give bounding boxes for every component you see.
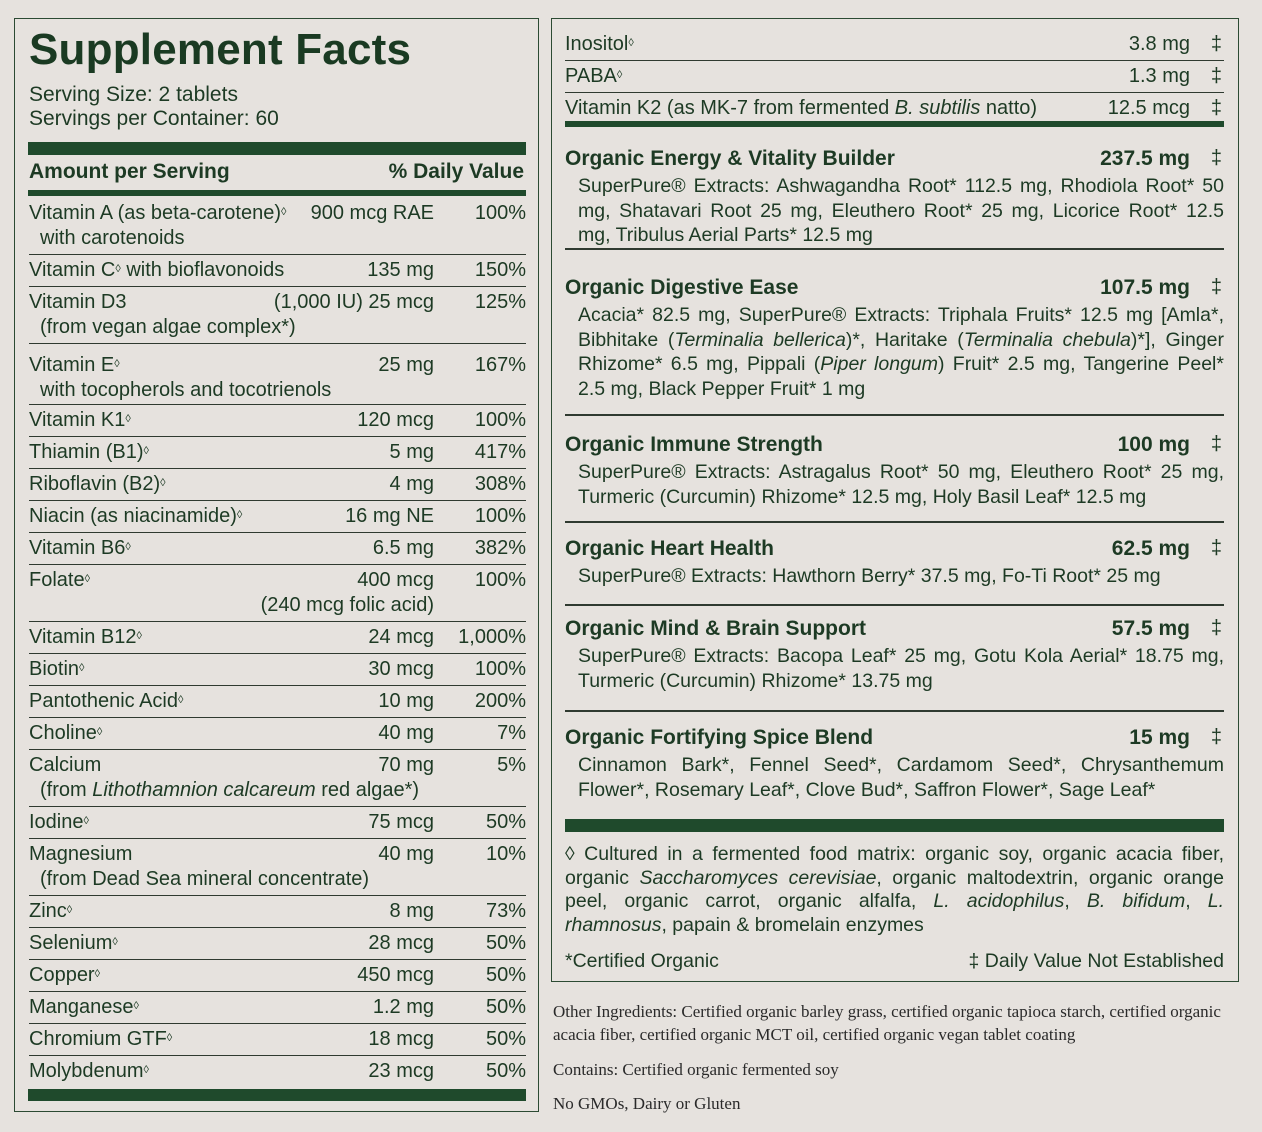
blend-description: SuperPure® Extracts: Astragalus Root* 50 mg, Eleuthero Root* 25 mg, Turmeric (Curcumin) Rhizome* 12.5 mg, Holy Basil Leaf* 12.5 mg: [578, 461, 1224, 508]
blend-title: Organic Heart Health: [565, 537, 774, 560]
desc-italic: Terminalia chebula: [963, 328, 1131, 351]
nutrient-name: Vitamin E: [29, 354, 115, 376]
nutrient-row: [29, 718, 526, 750]
nutrient-amount: 25 mg: [378, 354, 434, 376]
desc-text: )*], Ginger Rhizome* 6.5 mg, Pippali (: [578, 328, 1224, 375]
other-ingredients: Other Ingredients: Certified organic barley grass, certified organic tapioca starch, certified organic acacia fiber, certified organic MCT oil, certified organic vegan tablet coating: [553, 1002, 1221, 1044]
blend-section: [565, 139, 1224, 250]
diamond-mark: ◊: [236, 509, 243, 521]
blend-description: SuperPure® Extracts: Bacopa Leaf* 25 mg, Gotu Kola Aerial* 18.75 mg, Turmeric (Curcumin) Rhizome* 13.75 mg: [578, 645, 1224, 692]
name-text: Vitamin K2 (as MK-7 from fermented: [565, 97, 895, 119]
blend-section: [565, 718, 1224, 815]
nutrient-row: [29, 839, 526, 896]
nutrient-amount: 75 mcg: [368, 811, 434, 833]
nutrient-row: [29, 501, 526, 533]
diamond-mark: ◊: [125, 413, 131, 425]
supplement-facts-right-panel: [551, 18, 1239, 982]
diamond-mark: ◊: [628, 37, 634, 49]
nutrient-sub: (from Dead Sea mineral concentrate): [40, 868, 370, 890]
nutrient-sub: with carotenoids: [40, 227, 185, 249]
diamond-mark: ◊: [160, 477, 166, 489]
nutrient-dv: 100%: [474, 505, 526, 527]
ingredient-name: [565, 96, 1037, 120]
diamond-mark: ◊: [143, 445, 149, 457]
blend-amount: 100 mg: [1117, 433, 1190, 456]
dagger-mark: ‡: [1210, 276, 1222, 298]
nutrient-row: [29, 198, 526, 255]
ingredient-amount: 1.3 mg: [1128, 65, 1190, 87]
nutrient-sub: with tocopherols and tocotrienols: [40, 379, 332, 401]
amount-header: Amount per Serving: [29, 160, 230, 183]
footnote-italic: L. rhamnosus: [565, 890, 1225, 936]
dagger-mark: ‡: [1210, 65, 1222, 87]
nutrient-row: [29, 896, 526, 928]
diamond-mark: ◊: [112, 936, 118, 948]
blend-description: Cinnamon Bark*, Fennel Seed*, Cardamom Seed*, Chrysanthemum Flower*, Rosemary Leaf*, Clove Bud*, Saffron Flower*, Sage Leaf*: [578, 754, 1224, 801]
blend-title: Organic Mind & Brain Support: [565, 617, 867, 640]
diamond-mark: ◊: [143, 1064, 149, 1076]
nutrient-amount: 10 mg: [378, 690, 434, 712]
nutrient-name: Copper: [29, 964, 95, 986]
nutrient-name: Vitamin C: [29, 259, 116, 281]
nutrient-row: [29, 405, 526, 437]
blend-section: [565, 609, 1224, 712]
nutrient-name: Vitamin B6: [29, 537, 126, 559]
diamond-mark: ◊: [84, 573, 91, 585]
nutrient-dv: 50%: [485, 811, 526, 833]
footnote-italic: L. acidophilus: [933, 890, 1065, 912]
blend-title: Organic Immune Strength: [565, 433, 823, 456]
footnote-text: ,: [1064, 890, 1087, 912]
nutrient-amount-note: (240 mcg folic acid): [260, 594, 434, 616]
nutrient-row: [29, 750, 526, 807]
diamond-mark: ◊: [115, 263, 121, 275]
nutrient-amount: 5 mg: [389, 441, 434, 463]
nutrient-name: Magnesium: [29, 843, 133, 865]
dagger-mark: ‡: [1210, 726, 1222, 748]
nutrient-amount: (1,000 IU) 25 mcg: [273, 291, 434, 313]
ingredient-row: [565, 61, 1224, 93]
desc-text: )*, Haritake (: [845, 328, 964, 351]
diamond-mark: ◊: [136, 630, 142, 642]
diamond-mark: ◊: [616, 69, 623, 81]
diamond-mark: ◊: [79, 662, 85, 674]
nutrient-row: [29, 992, 526, 1024]
nutrient-dv: 100%: [474, 569, 526, 591]
nutrient-amount: 30 mcg: [368, 658, 434, 680]
diamond-mark: ◊: [178, 694, 184, 706]
thick-divider-header: [28, 190, 526, 196]
blend-description: [578, 303, 1224, 401]
footnote-text: , papain & bromelain enzymes: [661, 913, 924, 936]
nutrient-row: [29, 533, 526, 565]
name-text: natto): [980, 97, 1038, 119]
nutrient-dv: 100%: [474, 202, 526, 224]
blend-description: SuperPure® Extracts: Ashwagandha Root* 112.5 mg, Rhodiola Root* 50 mg, Shatavari Root 25 mg, Eleuthero Root* 25 mg, Licorice Root* 12.5 mg, Tribulus Aerial Parts* 12.5 mg: [578, 175, 1224, 246]
nutrient-name: Niacin (as niacinamide): [29, 505, 237, 527]
nutrient-row: [29, 255, 526, 287]
nutrient-name: Zinc: [29, 900, 67, 922]
thick-divider-right: [565, 819, 1224, 832]
dagger-mark: ‡: [1210, 97, 1222, 119]
panel-title: Supplement Facts: [29, 25, 412, 74]
sub-text: (from: [40, 779, 93, 801]
nutrient-amount: 1.2 mg: [372, 996, 434, 1018]
nutrient-sub: [40, 778, 419, 802]
nutrient-dv: 125%: [474, 291, 526, 313]
dagger-mark: ‡: [1210, 433, 1222, 455]
desc-text: ) Fruit* 2.5 mg, Tangerine Peel* 2.5 mg, Black Pepper Fruit* 1 mg: [578, 353, 1224, 400]
nutrient-dv: 7%: [497, 722, 526, 744]
thick-divider-bottom: [28, 1089, 526, 1101]
nutrient-name: Iodine: [29, 811, 84, 833]
diamond-mark: ◊: [166, 1032, 173, 1044]
nutrient-name-suffix: with bioflavonoids: [120, 259, 285, 281]
diamond-mark: ◊: [114, 358, 120, 370]
nutrient-row: [29, 1024, 526, 1056]
dagger-mark: ‡: [1210, 33, 1222, 55]
nutrient-row: [29, 469, 526, 501]
diamond-mark: ◊: [66, 904, 73, 916]
nutrient-row: [29, 960, 526, 992]
nutrient-name: Selenium: [29, 932, 113, 954]
nutrient-sub: (from vegan algae complex*): [40, 316, 296, 338]
nutrient-dv: 417%: [474, 441, 526, 463]
nutrient-dv: 200%: [474, 690, 526, 712]
nutrient-name: Calcium: [29, 754, 102, 776]
nutrient-amount: 24 mcg: [368, 626, 434, 648]
certified-organic-note: *Certified Organic: [565, 950, 719, 972]
footnote-italic: Saccharomyces cerevisiae: [639, 866, 877, 889]
contains-allergens: Contains: Certified organic fermented soy: [553, 1060, 839, 1079]
nutrient-row: [29, 1056, 526, 1088]
nutrient-amount: 450 mcg: [357, 964, 434, 986]
daily-value-note: ‡ Daily Value Not Established: [968, 950, 1224, 972]
ingredient-name: Inositol: [565, 33, 629, 55]
fermentation-footnote: [565, 843, 1224, 937]
nutrient-name: Vitamin K1: [29, 409, 126, 431]
ingredient-amount: 12.5 mcg: [1107, 97, 1190, 119]
nutrient-dv: 382%: [474, 537, 526, 559]
nutrient-dv: 5%: [497, 754, 526, 776]
blend-section: [565, 529, 1224, 606]
nutrient-row: [29, 654, 526, 686]
desc-text: Acacia* 82.5 mg, SuperPure® Extracts: Triphala Fruits* 12.5 mg [Amla*, Bibhitake (: [578, 304, 1224, 351]
nutrient-name: Thiamin (B1): [29, 441, 144, 463]
ingredient-amount: 3.8 mg: [1128, 33, 1190, 55]
nutrient-dv: 50%: [485, 1060, 526, 1082]
blend-title: Organic Digestive Ease: [565, 276, 799, 299]
nutrient-name: Biotin: [29, 658, 80, 680]
dagger-mark: ‡: [1210, 147, 1222, 169]
column-header: [29, 160, 524, 188]
blend-description: SuperPure® Extracts: Hawthorn Berry* 37.5 mg, Fo-Ti Root* 25 mg: [578, 565, 1161, 587]
ingredient-row: [565, 93, 1224, 127]
nutrient-row: [29, 344, 526, 405]
blend-amount: 237.5 mg: [1100, 147, 1190, 170]
nutrient-amount: 6.5 mg: [372, 537, 434, 559]
nutrient-row: [29, 565, 526, 622]
footnote-text: ,: [1185, 890, 1208, 912]
nutrient-amount: 8 mg: [389, 900, 434, 922]
diamond-mark: ◊: [125, 541, 131, 553]
nutrient-amount: 18 mcg: [368, 1028, 434, 1050]
nutrient-amount: 120 mcg: [357, 409, 434, 431]
nutrient-amount: 23 mcg: [368, 1060, 434, 1082]
blend-amount: 15 mg: [1129, 726, 1190, 749]
dv-header: % Daily Value: [388, 160, 524, 183]
nutrient-amount: 40 mg: [378, 843, 434, 865]
nutrient-dv: 50%: [485, 964, 526, 986]
nutrient-name: Chromium GTF: [29, 1028, 167, 1050]
footnote-italic: B. bifidum: [1086, 890, 1186, 912]
thick-divider-top: [28, 142, 526, 155]
blend-amount: 62.5 mg: [1111, 537, 1190, 560]
sub-text: red algae*): [315, 779, 420, 801]
ingredient-row: [565, 29, 1224, 61]
nutrient-dv: 50%: [485, 1028, 526, 1050]
nutrient-dv: 100%: [474, 409, 526, 431]
nutrient-name: Pantothenic Acid: [29, 690, 178, 712]
nutrient-row: [29, 622, 526, 654]
nutrient-row: [29, 807, 526, 839]
sub-italic: Lithothamnion calcareum: [92, 779, 316, 801]
nutrient-dv: 150%: [474, 259, 526, 281]
nutrient-name: Molybdenum: [29, 1060, 144, 1082]
free-of-statement: No GMOs, Dairy or Gluten: [553, 1094, 741, 1113]
servings-per-container: Servings per Container: 60: [29, 107, 279, 130]
nutrient-amount: 400 mcg: [357, 569, 434, 591]
blend-title: Organic Energy & Vitality Builder: [565, 147, 895, 170]
diamond-mark: ◊: [133, 1000, 139, 1012]
nutrient-name: Vitamin B12: [29, 626, 137, 648]
desc-italic: Piper longum: [820, 353, 939, 375]
nutrient-amount: 28 mcg: [368, 932, 434, 954]
supplement-facts-left-panel: [14, 18, 539, 1112]
name-italic: B. subtilis: [894, 97, 981, 119]
blend-title: Organic Fortifying Spice Blend: [565, 726, 874, 749]
nutrient-row: [29, 686, 526, 718]
nutrient-amount: 135 mg: [367, 259, 434, 281]
nutrient-dv: 308%: [474, 473, 526, 495]
blend-amount: 57.5 mg: [1111, 617, 1190, 640]
nutrient-amount: 40 mg: [378, 722, 434, 744]
nutrient-name: Choline: [29, 722, 97, 744]
nutrient-dv: 167%: [474, 354, 526, 376]
blend-section: [565, 268, 1224, 416]
desc-italic: Terminalia bellerica: [674, 328, 846, 351]
nutrient-dv: 100%: [474, 658, 526, 680]
nutrient-name: Manganese: [29, 996, 134, 1018]
nutrient-amount: 70 mg: [378, 754, 434, 776]
footnote-text: , organic maltodextrin, organic orange peel, organic carrot, organic alfalfa,: [565, 866, 1224, 912]
nutrient-row: [29, 928, 526, 960]
nutrient-name: Folate: [29, 569, 85, 591]
dagger-mark: ‡: [1210, 617, 1222, 639]
blend-amount: 107.5 mg: [1100, 276, 1190, 299]
ingredient-name: PABA: [565, 65, 617, 87]
nutrient-dv: 1,000%: [458, 626, 526, 648]
nutrient-amount: 4 mg: [389, 473, 434, 495]
nutrient-name: Vitamin D3: [29, 291, 127, 313]
nutrient-dv: 10%: [485, 843, 526, 865]
diamond-mark: ◊: [281, 206, 287, 218]
diamond-mark: ◊: [83, 815, 89, 827]
blend-section: [565, 425, 1224, 523]
nutrient-dv: 50%: [485, 996, 526, 1018]
nutrient-amount: 16 mg NE: [345, 505, 434, 527]
nutrient-dv: 73%: [485, 900, 526, 922]
dagger-mark: ‡: [1210, 537, 1222, 559]
footnote-text: ◊ Cultured in a fermented food matrix: organic soy, organic acacia fiber, organic: [565, 843, 1224, 889]
nutrient-row: [29, 287, 526, 344]
diamond-mark: ◊: [96, 726, 103, 738]
nutrient-amount: 900 mcg RAE: [310, 202, 434, 224]
serving-size: Serving Size: 2 tablets: [29, 83, 238, 106]
nutrient-name: Riboflavin (B2): [29, 473, 161, 495]
nutrient-dv: 50%: [485, 932, 526, 954]
nutrient-row: [29, 437, 526, 469]
nutrient-name: Vitamin A (as beta-carotene): [29, 202, 281, 224]
diamond-mark: ◊: [94, 968, 101, 980]
